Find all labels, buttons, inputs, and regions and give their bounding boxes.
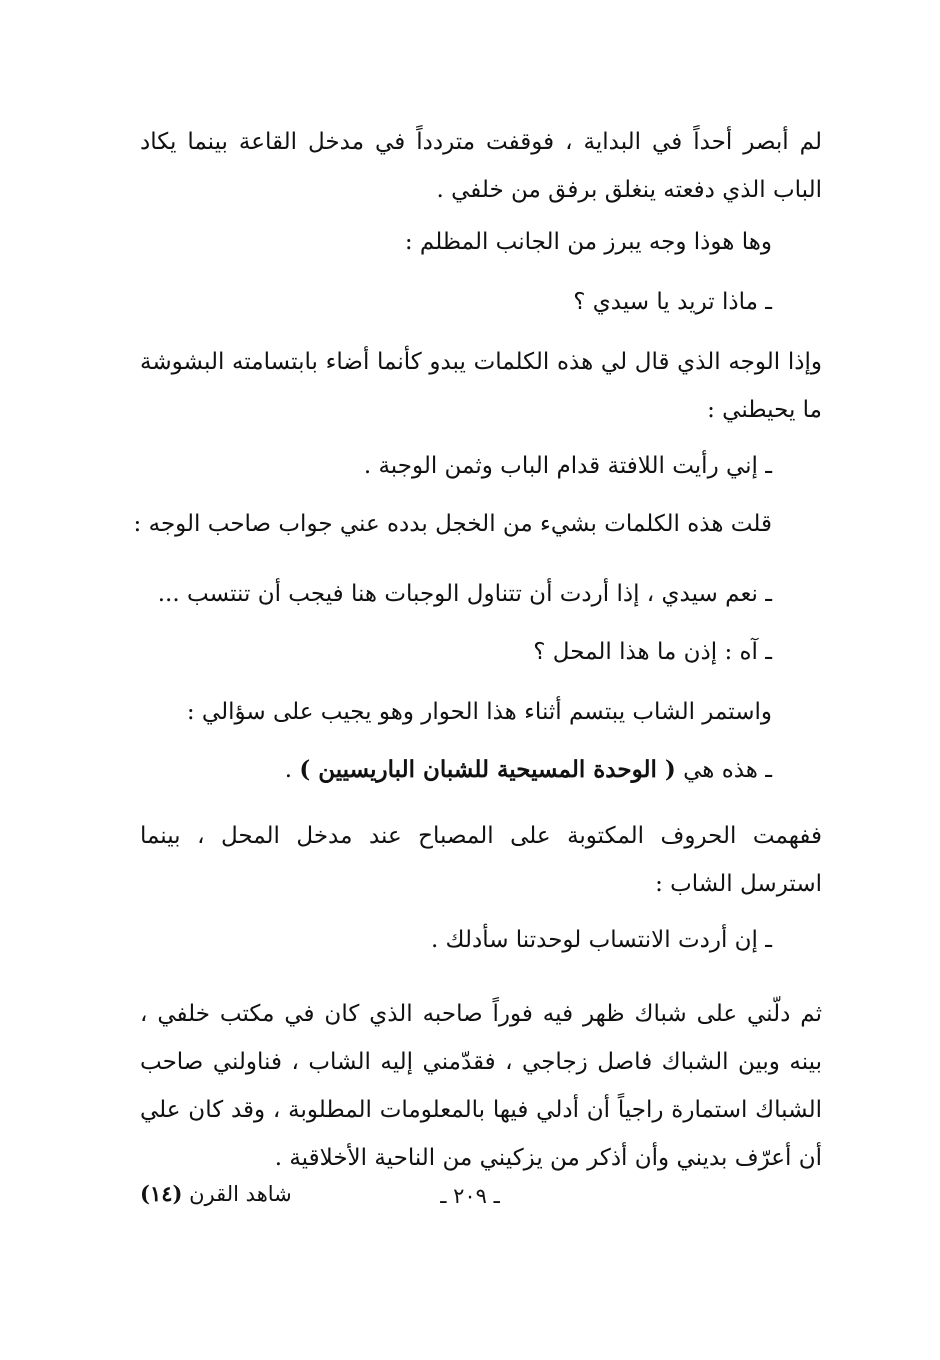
dialogue-saw-sign: ـ إني رأيت اللافتة قدام الباب وثمن الوجبة . [363,453,772,479]
paragraph-understood-letters: ففهمت الحروف المكتوبة على المصباح عند مدخل المحل ، بينما استرسل الشاب : [140,823,822,897]
dialogue-will-guide: ـ إن أردت الانتساب لوحدتنا سأدلك . [430,927,772,953]
dialogue-must-join: ـ نعم سيدي ، إذا أردت أن تتناول الوجبات هنا فيجب أن تنتسب ... [157,581,772,607]
paragraph-shyness: قلت هذه الكلمات بشيء من الخجل بدده عني جواب صاحب الوجه : [133,511,772,537]
dialogue-prefix: ـ هذه هي [683,757,772,783]
paragraph-young-man-smiles: واستمر الشاب يبتسم أثناء هذا الحوار وهو يجيب على سؤالي : [186,699,772,725]
footer-book-title [140,1174,340,1214]
dialogue-suffix: . [284,757,293,783]
page-number: ـ ٢٠٩ ـ [440,1184,500,1208]
paragraph-opening: لم أبصر أحداً في البداية ، فوقفت متردداً في مدخل القاعة بينما يكاد الباب الذي دفعته ينغلق برفق من خلفي . [140,129,822,203]
volume-number: (١٤) [140,1181,183,1206]
paragraph-window-form: ثم دلّني على شباك ظهر فيه فوراً صاحبه الذي كان في مكتب خلفي ، بينه وبين الشباك فاصل زجاجي ، فقدّمني إليه الشاب ، فناولني صاحب الشباك استمارة راجياً أن أدلي فيها بالمعلومات المطلوبة ، وقد كان علي أن أعرّف بديني وأن أذكر من يزكيني من الناحية الأخلاقية . [140,1001,822,1171]
dialogue-what-do-you-want: ـ ماذا تريد يا سيدي ؟ [573,289,772,315]
paragraph-face-appears: وها هوذا وجه يبرز من الجانب المظلم : [404,229,772,255]
dialogue-this-is-union [140,746,772,794]
union-name: ( الوحدة المسيحية للشبان الباريسيين ) [299,756,676,783]
book-title: شاهد القرن [189,1182,292,1206]
dialogue-what-place: ـ آه : إذن ما هذا المحل ؟ [533,639,772,665]
paragraph-smiling-face: وإذا الوجه الذي قال لي هذه الكلمات يبدو كأنما أضاء بابتسامته البشوشة ما يحيطني : [140,349,822,423]
